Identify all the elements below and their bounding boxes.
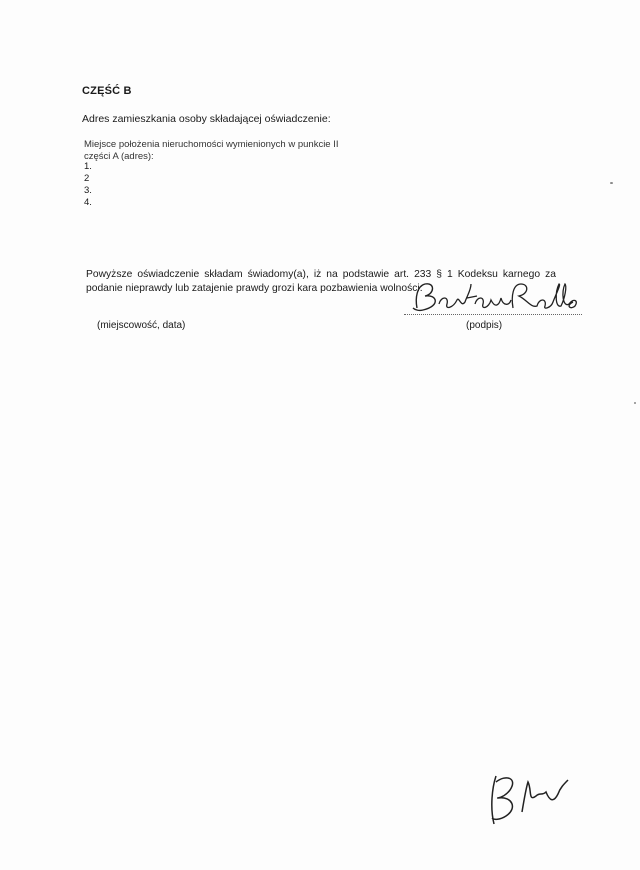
scan-speck (610, 182, 613, 184)
list-item: 3. (84, 185, 92, 196)
property-location-label: Miejsce położenia nieruchomości wymienionych w punkcie II (84, 139, 339, 150)
list-item: 1. (84, 161, 92, 172)
property-address-list (84, 161, 92, 209)
scan-speck (634, 402, 636, 404)
signature-dotted-line (404, 314, 582, 315)
declaration-text: Powyższe oświadczenie składam świadomy(a), iż na podstawie art. 233 § 1 Kodeksu karnego za podanie nieprawdy lub zatajenie prawdy grozi kara pozbawienia wolności. (86, 269, 556, 294)
handwritten-initials (472, 762, 582, 832)
residence-address-label: Adres zamieszkania osoby składającej oświadczenie: (82, 113, 331, 125)
place-date-label: (miejscowość, data) (97, 320, 186, 331)
section-title: CZĘŚĆ B (82, 85, 132, 97)
property-location-label-cont: części A (adres): (84, 151, 154, 162)
list-item: 4. (84, 197, 92, 208)
signature-label: (podpis) (466, 320, 503, 331)
list-item: 2 (84, 173, 90, 184)
